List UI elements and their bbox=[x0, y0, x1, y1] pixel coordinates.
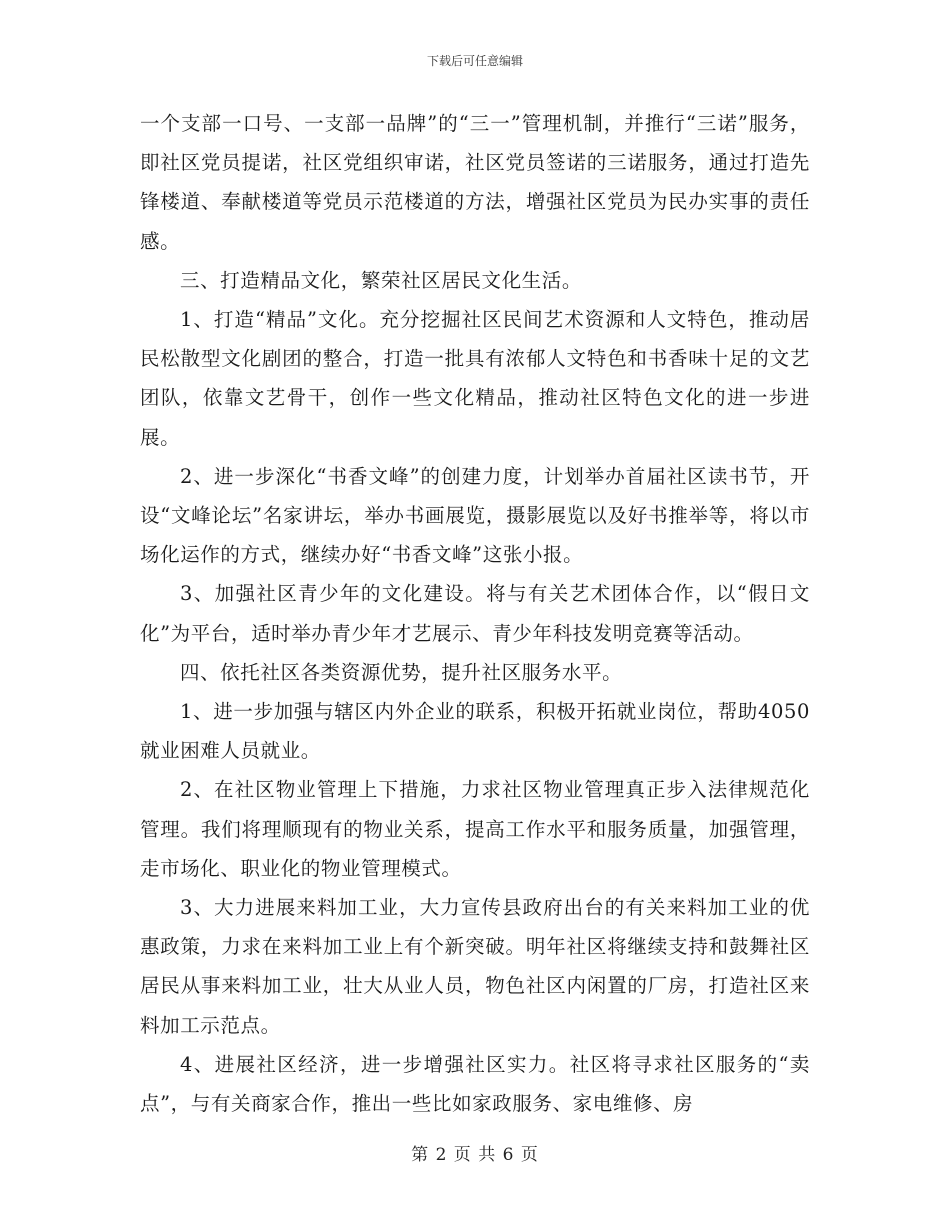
section-heading-3: 三、打造精品文化，繁荣社区居民文化生活。 bbox=[179, 268, 582, 292]
paragraph-4-4: 4、进展社区经济，进一步增强社区实力。社区将寻求社区服务的“卖点”，与有关商家合作，推出一些比如家政服务、家电维修、房 bbox=[140, 1052, 810, 1116]
paragraph-3-2: 2、进一步深化“书香文峰”的创建力度，计划举办首届社区读书节，开设“文峰论坛”名家讲坛，举办书画展览，摄影展览以及好书推举等，将以市场化运作的方式，继续办好“书香文峰”这张小报。 bbox=[140, 464, 810, 567]
paragraph-4-2: 2、在社区物业管理上下措施，力求社区物业管理真正步入法律规范化管理。我们将理顺现有的物业关系，提高工作水平和服务质量，加强管理，走市场化、职业化的物业管理模式。 bbox=[140, 778, 810, 880]
section-heading-4: 四、依托社区各类资源优势，提升社区服务水平。 bbox=[179, 660, 623, 684]
paragraph-3-3: 3、加强社区青少年的文化建设。将与有关艺术团体合作，以“假日文化”为平台，适时举办青少年才艺展示、青少年科技发明竞赛等活动。 bbox=[140, 582, 810, 645]
paragraph-4-1: 1、进一步加强与辖区内外企业的联系，积极开拓就业岗位，帮助4050就业困难人员就业。 bbox=[140, 700, 810, 763]
page-header-note: 下载后可任意编辑 bbox=[426, 54, 523, 68]
paragraph-1: 一个支部一口号、一支部一品牌”的“三一”管理机制，并推行“三诺”服务，即社区党员提诺，社区党组织审诺，社区党员签诺的三诺服务，通过打造先锋楼道、奉献楼道等党员示范楼道的方法，增强社区党员为民办实事的责任感。 bbox=[140, 112, 810, 253]
page-number-footer: 第 2 页 共 6 页 bbox=[411, 1145, 539, 1165]
document-body bbox=[140, 104, 810, 1123]
paragraph-4-3: 3、大力进展来料加工业，大力宣传县政府出台的有关来料加工业的优惠政策，力求在来料加工业上有个新突破。明年社区将继续支持和鼓舞社区居民从事来料加工业，壮大从业人员，物色社区内闲置的厂房，打造社区来料加工示范点。 bbox=[140, 896, 810, 1037]
paragraph-3-1: 1、打造“精品”文化。充分挖掘社区民间艺术资源和人文特色，推动居民松散型文化剧团的整合，打造一批具有浓郁人文特色和书香味十足的文艺团队，依靠文艺骨干，创作一些文化精品，推动社区特色文化的进一步进展。 bbox=[140, 308, 810, 449]
